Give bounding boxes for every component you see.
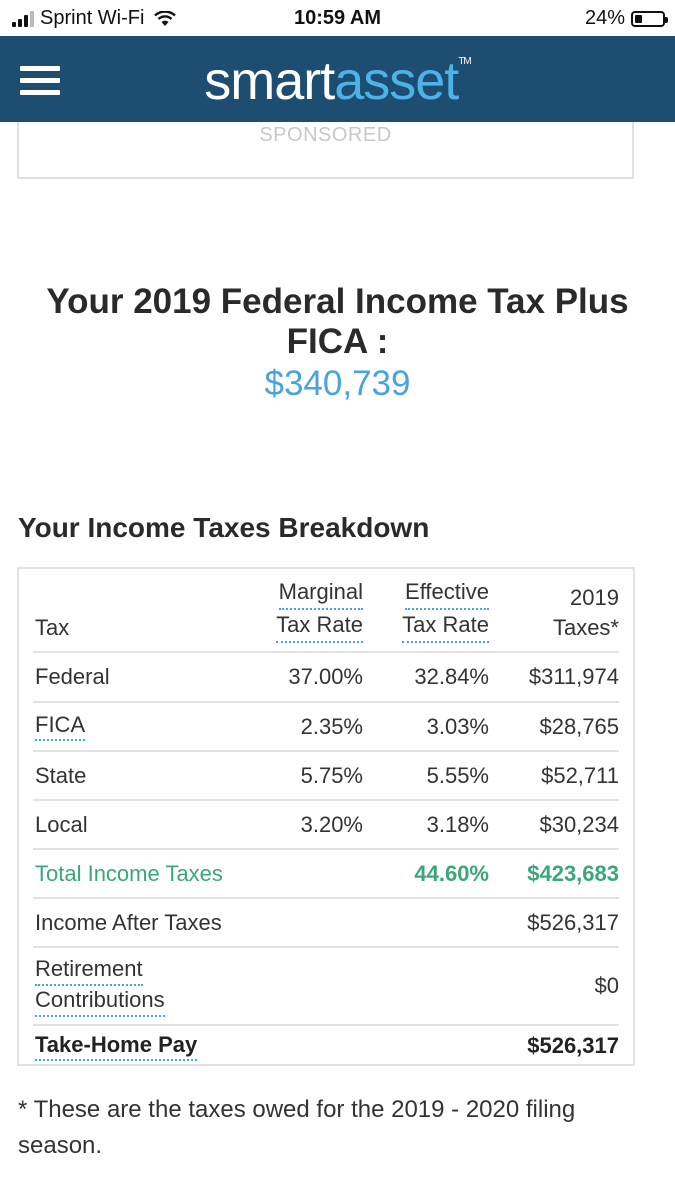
header-effective-line1: Effective [405, 577, 489, 610]
take-home-label-cell[interactable] [35, 1026, 197, 1066]
status-bar [0, 0, 675, 36]
retirement-label-line2: Contributions [35, 986, 165, 1017]
total-label: Total Income Taxes [35, 860, 223, 886]
row-state-marginal: 5.75% [300, 762, 363, 788]
header-effective-line2: Tax Rate [402, 610, 489, 643]
status-right [585, 7, 665, 30]
take-home-value: $526,317 [527, 1033, 619, 1058]
row-federal-label: Federal [35, 664, 110, 689]
row-local-effective: 3.18% [426, 811, 489, 837]
footnote: * These are the taxes owed for the 2019 - 2020 filing season. [18, 1096, 576, 1159]
table-row [33, 801, 619, 850]
smartasset-logo[interactable] [0, 50, 675, 112]
row-federal-effective: 32.84% [414, 664, 489, 689]
header-taxes [553, 579, 619, 651]
row-fica-label-cell[interactable] [35, 703, 85, 750]
after-taxes-value: $526,317 [527, 909, 619, 935]
battery-icon [631, 11, 665, 27]
retirement-label-line1: Retirement [35, 955, 143, 986]
retirement-value: $0 [594, 973, 619, 998]
total-taxes: $423,683 [527, 860, 619, 886]
table-header-row [33, 579, 619, 653]
logo-trademark: TM [458, 56, 471, 67]
tax-breakdown-table [17, 567, 635, 1066]
table-row [33, 752, 619, 801]
row-fica-marginal: 2.35% [300, 713, 363, 739]
row-state-label: State [35, 762, 87, 788]
header-marginal-line1: Marginal [279, 577, 363, 610]
row-local-label: Local [35, 811, 88, 837]
header-marginal-line2: Tax Rate [276, 610, 363, 643]
table-row [33, 703, 619, 752]
app-header [0, 36, 675, 122]
take-home-label: Take-Home Pay [35, 1032, 197, 1061]
tax-summary [0, 282, 675, 406]
table-row [33, 653, 619, 703]
row-state-effective: 5.55% [426, 762, 489, 788]
logo-text-smart: smart [204, 51, 335, 111]
logo-text-asset: asset [334, 51, 459, 111]
row-fica-taxes: $28,765 [539, 713, 619, 739]
summary-amount: $340,739 [264, 364, 411, 403]
breakdown-title: Your Income Taxes Breakdown [18, 512, 430, 543]
row-state-taxes: $52,711 [541, 762, 619, 788]
retirement-row [33, 948, 619, 1026]
total-effective: 44.60% [414, 860, 489, 886]
row-fica-effective: 3.03% [426, 713, 489, 739]
row-local-marginal: 3.20% [300, 811, 363, 837]
header-taxes-line1: 2019 [570, 585, 619, 610]
carrier-label: Sprint Wi-Fi [40, 7, 145, 29]
header-tax: Tax [35, 615, 70, 640]
header-marginal-rate[interactable] [276, 579, 363, 651]
after-taxes-row [33, 899, 619, 948]
battery-percent: 24% [584, 7, 625, 29]
header-effective-rate[interactable] [402, 579, 489, 651]
sponsored-label: SPONSORED [259, 124, 392, 146]
header-taxes-line2: Taxes* [552, 615, 619, 640]
row-local-taxes: $30,234 [539, 811, 619, 837]
total-row [33, 850, 619, 899]
retirement-label[interactable] [35, 948, 165, 1024]
summary-title: Your 2019 Federal Income Tax Plus FICA : [46, 282, 629, 361]
take-home-row [33, 1026, 619, 1066]
row-federal-taxes: $311,974 [528, 664, 619, 689]
row-federal-marginal: 37.00% [288, 664, 363, 689]
sponsored-ad[interactable] [17, 122, 634, 179]
clock: 10:59 AM [293, 7, 382, 29]
row-fica-label: FICA [35, 712, 85, 741]
after-taxes-label: Income After Taxes [35, 909, 222, 935]
